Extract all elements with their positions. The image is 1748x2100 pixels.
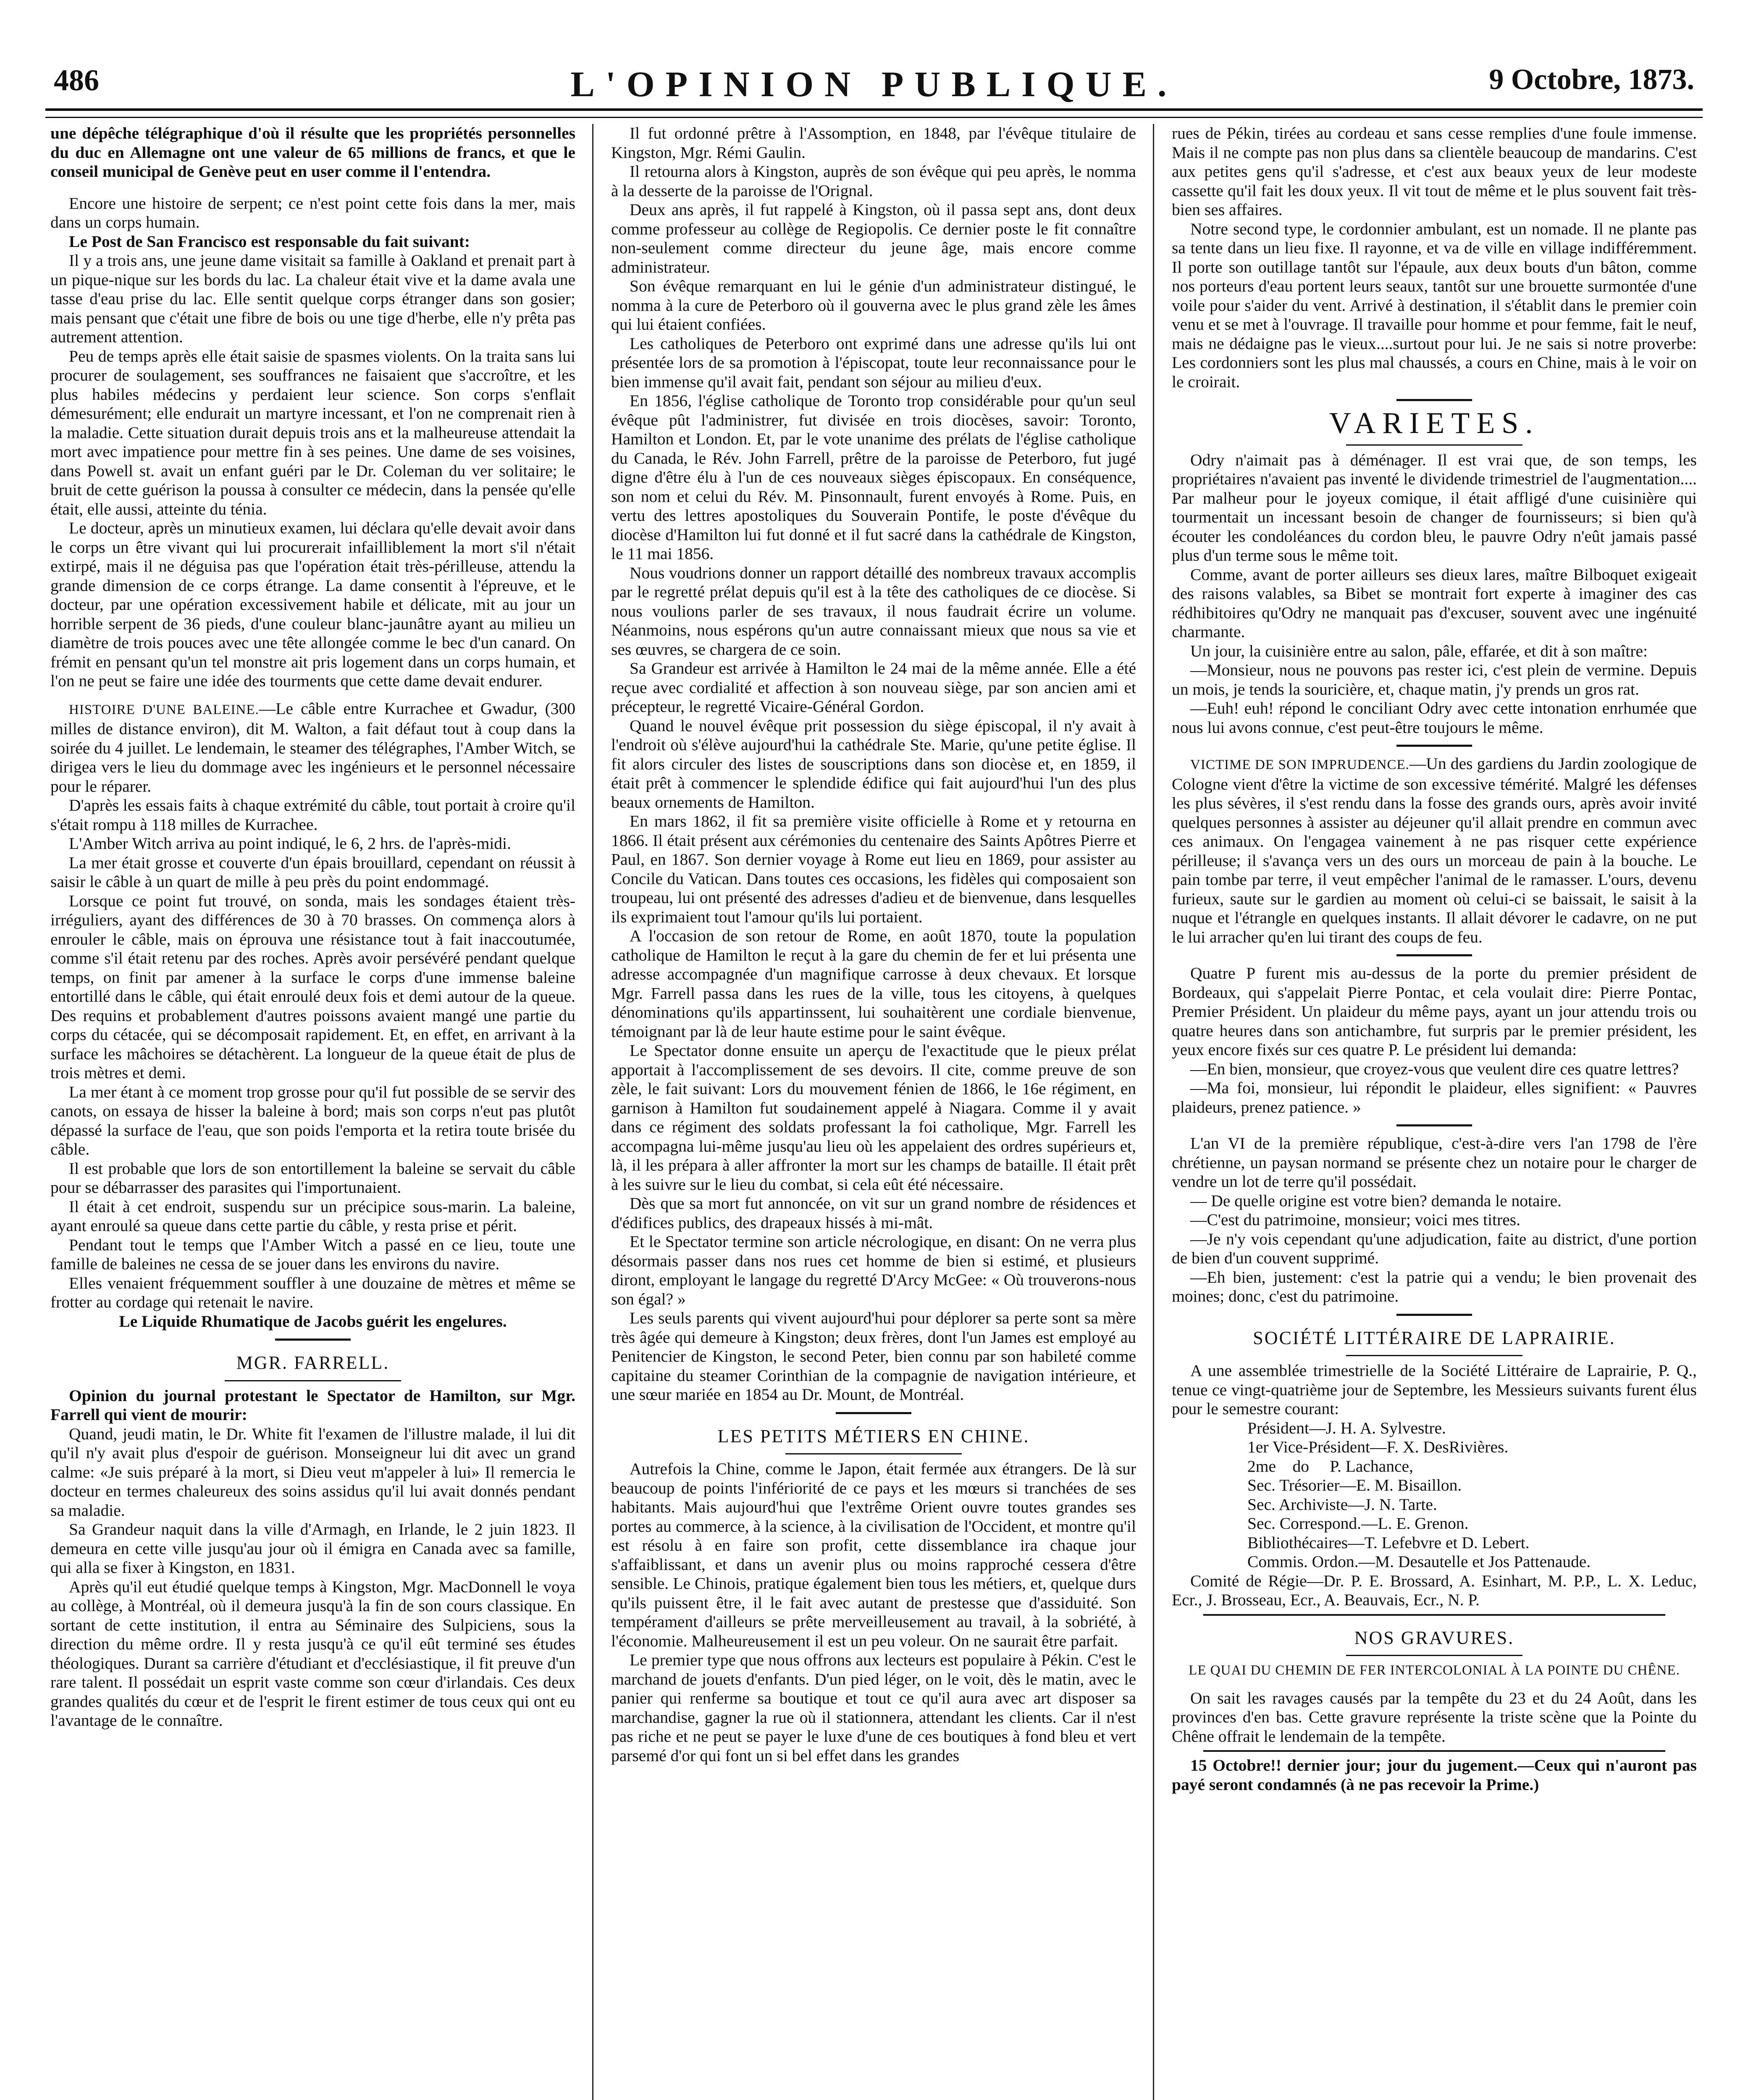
paragraph: Il y a trois ans, une jeune dame visitait sa famille à Oakland et prenait part à un pique-nique sur les bords du lac. La chaleur était vive et la dame avala une tasse d'eau prise du lac. Elle sentit quelque corps étranger dans son gosier; mais pensant que c'était une fibre de bois ou une tige d'herbe, elle n'y prêta pas autrement attention. xyxy=(50,251,575,346)
section-title-varietes xyxy=(1172,406,1697,440)
header-rule xyxy=(45,108,1703,118)
section-title-laprairie xyxy=(1172,1328,1697,1349)
paragraph: Notre second type, le cordonnier ambulant, est un nomade. Il ne plante pas sa tente dans un lieu fixe. Il rayonne, et va de ville en village indifféremment. Il porte son outillage tantôt sur l'épaule, aux deux bouts d'un bâton, comme nos porteurs d'eau portent leurs seaux, tantôt sur une brouette surmontée d'une voile pour s'aider du vent. Arrivé à destination, il s'établit dans le premier coin venu et se met à l'ouvrage. Il travaille pour homme et pour femme, fait le neuf, mais ne dédaigne pas le vieux....surtout pour lui. Je ne sais si notre proverbe: Les cordonniers sont les plus mal chaussés, a cours en Chine, mais à le voir on le croirait. xyxy=(1172,219,1697,391)
column-3 xyxy=(1172,124,1697,2100)
list-item: 2me do P. Lachance, xyxy=(1247,1457,1413,1475)
section-rule xyxy=(785,1453,962,1454)
paragraph: —Je n'y vois cependant qu'une adjudication, faite au district, d'une portion de bien d'un couvent supprimé. xyxy=(1172,1229,1697,1267)
paragraph: L'Amber Witch arriva au point indiqué, le 6, 2 hrs. de l'après-midi. xyxy=(69,834,511,853)
section-rule xyxy=(1203,1750,1665,1752)
paragraph: Lorsque ce point fut trouvé, on sonda, mais les sondages étaient très-irréguliers, ayant des différences de 30 à 70 brasses. On commença alors à enrouler le câble, mais on éprouva une résistance tout à fait inaccoutumée, comme s'il était retenu par des roches. Après avoir persévéré pendant quelque temps, on finit par amener à la surface le corps d'une immense baleine entortillé dans le câble, qui était enroulé deux fois et demi autour de la queue. Des requins et probablement d'autres poissons avaient mangé une partie du corps du cétacée, qui se décomposait rapidement. Et, en effet, en arrivant à la surface les mâchoires se détachèrent. La longueur de la queue était de plus de trois mètres et demi. xyxy=(50,891,575,1082)
paragraph: —Eh bien, justement: c'est la patrie qui a vendu; le bien provenait des moines; donc, c'est du patrimoine. xyxy=(1172,1268,1697,1305)
column-1 xyxy=(50,124,575,2100)
paragraph: Odry n'aimait pas à déménager. Il est vrai que, de son temps, les propriétaires n'avaient pas inventé le dividende trimestriel de l'augmentation.... Par malheur pour le joyeux comique, il était affligé d'une cuisinière qui tourmentait un incessant besoin de changer de fournisseurs; si bien qu'à écouter les condoléances du cordon bleu, le pauvre Odry n'eût jamais passé plus d'un terme sous le même toit. xyxy=(1172,450,1697,564)
column-divider xyxy=(1153,124,1154,2100)
list-item: Président—J. H. A. Sylvestre. xyxy=(1247,1418,1446,1437)
paragraph: 15 Octobre!! dernier jour; jour du jugement.—Ceux qui n'auront pas payé seront condamnés (à ne pas recevoir la Prime.) xyxy=(1172,1756,1697,1794)
section-title-text: SOCIÉTÉ LITTÉRAIRE DE LAPRAIRIE. xyxy=(1253,1327,1616,1348)
paragraph: A une assemblée trimestrielle de la Société Littéraire de Laprairie, P. Q., tenue ce vingt-quatrième jour de Septembre, les Messieurs suivants furent élus pour le semestre courant: xyxy=(1172,1361,1697,1418)
paragraph: —Euh! euh! répond le conciliant Odry avec cette intonation enrhumée que nous lui avons connue, c'est peut-être toujours le même. xyxy=(1172,699,1697,737)
paragraph: —Monsieur, nous ne pouvons pas rester ici, c'est plein de vermine. Depuis un mois, je tends la souricière, et, chaque matin, j'y prends un gros rat. xyxy=(1172,661,1697,698)
paragraph xyxy=(50,699,575,796)
paragraph: Encore une histoire de serpent; ce n'est point cette fois dans la mer, mais dans un corps humain. xyxy=(50,194,575,231)
section-title-metiers xyxy=(611,1427,1136,1447)
officers-list xyxy=(1172,1419,1697,1572)
section-rule xyxy=(1346,444,1522,446)
section-title-gravures xyxy=(1172,1628,1697,1648)
paragraph: La mer étant à ce moment trop grosse pour qu'il fut possible de se servir des canots, on essaya de hisser la baleine à bord; mais son corps n'eut pas plutôt dépassé la surface de l'eau, que son poids l'emporta et la retira toute brisée du câble. xyxy=(50,1082,575,1158)
section-title-text: MGR. FARRELL. xyxy=(236,1352,390,1373)
section-rule xyxy=(1396,399,1472,401)
paragraph: En 1856, l'église catholique de Toronto trop considérable pour qu'un seul évêque pût l'administrer, fut divisée en trois diocèses, savoir: Toronto, Hamilton et London. Et, par le vote unanime des prélats de l'église catholique du Canada, le Rév. John Farrell, prêtre de la paroisse de Peterboro, fut jugé digne d'être élu à l'un de ces nouveaux sièges épiscopaux. En conséquence, son nom et celui du Rév. M. Pinsonnault, furent envoyés à Rome. Puis, en vertu des lettres apostoliques du Souverain Pontife, le poste d'évêque du diocèse d'Hamilton lui fut donné et il fut sacré dans la cathédrale de Kingston, le 11 mai 1856. xyxy=(611,391,1136,563)
paragraph: Comité de Régie—Dr. P. E. Brossard, A. Esinhart, M. P.P., L. X. Leduc, Ecr., J. Brosseau, Ecr., A. Beauvais, Ecr., N. P. xyxy=(1172,1571,1697,1609)
section-rule xyxy=(1346,1355,1522,1356)
paragraph: Le docteur, après un minutieux examen, lui déclara qu'elle devait avoir dans le corps un être vivant qui lui procurerait infailliblement la mort s'il n'était extirpé, mais il ne déguisa pas que l'opération était très-périlleuse, attendu la grande dimension de ce corps étrange. La dame consentit à l'épreuve, et le docteur, par une opération excessivement habile et délicate, mit au jour un horrible serpent de 36 pieds, d'une couleur blanc-jaunâtre ayant au milieu un diamètre de trois pouces avec une tête allongée comme le bec d'un canard. On frémit en pensant qu'un tel monstre ait pris logement dans un corps humain, et l'on ne peut se faire une idée des tourments que cette dame devait endurer. xyxy=(50,519,575,690)
paragraph: En mars 1862, il fit sa première visite officielle à Rome et y retourna en 1866. Il était présent aux cérémonies du centenaire des Saints Apôtres Pierre et Paul, en 1867. Son dernier voyage à Rome eut lieu en 1869, pour assister au Concile du Vatican. Dans toutes ces occasions, les fidèles qui composaient son troupeau, lui ont présenté des adresses d'adieu et de bienvenue, dans lesquelles ils exprimaient tout l'amour qu'ils lui portaient. xyxy=(611,812,1136,926)
section-rule xyxy=(1396,1314,1472,1316)
issue-date: 9 Octobre, 1873. xyxy=(1489,63,1694,96)
paragraph: L'an VI de la première république, c'est-à-dire vers l'an 1798 de l'ère chrétienne, un paysan normand se présente chez un notaire pour le charger de vendre un lot de terre qu'il possédait. xyxy=(1172,1134,1697,1191)
paragraph: Sa Grandeur naquit dans la ville d'Armagh, en Irlande, le 2 juin 1823. Il demeura en cette ville jusqu'au jour où il émigra en Canada avec sa famille, qui alla se fixer à Kingston, en 1831. xyxy=(50,1520,575,1577)
paragraph: A l'occasion de son retour de Rome, en août 1870, toute la population catholique de Hamilton le reçut à la gare du chemin de fer et lui présenta une adresse accompagnée d'un magnifique carrosse à deux chevaux. Et lorsque Mgr. Farrell passa dans les rues de la ville, tous les citoyens, à quelques dénominations qu'ils appartinssent, lui souhaitèrent une cordiale bienvenue, témoignant par là de leur haute estime pour le saint évêque. xyxy=(611,927,1136,1041)
paragraph: Les catholiques de Peterboro ont exprimé dans une adresse qu'ils lui ont présentée lors de sa promotion à l'épiscopat, toute leur reconnaissance pour le bien immense qu'il avait fait, pendant son séjour au milieu d'eux. xyxy=(611,334,1136,391)
section-rule xyxy=(1346,1655,1522,1656)
paragraph: Pendant tout le temps que l'Amber Witch a passé en ce lieu, toute une famille de baleines ne cessa de se jouer dans les environs du navire. xyxy=(50,1235,575,1273)
paragraph: rues de Pékin, tirées au cordeau et sans cesse remplies d'une foule immense. Mais il ne compte pas non plus dans sa clientèle beaucoup de mandarins. C'est aux petites gens qu'il s'adresse, et c'est aux beaux yeux de leur modeste cassette qu'il fait les doux yeux. Il vit tout de même et le plus souvent fait très-bien ses affaires. xyxy=(1172,124,1697,219)
paragraph: Il est probable que lors de son entortillement la baleine se servait du câble pour se débarrasser des parasites qui l'importunaient. xyxy=(50,1159,575,1197)
list-item: Bibliothécaires—T. Lefebvre et D. Lebert. xyxy=(1247,1533,1530,1552)
section-rule xyxy=(1203,1614,1665,1616)
paragraph: Les seuls parents qui vivent aujourd'hui pour déplorer sa perte sont sa mère très âgée qui demeure à Kingston; deux frères, dont l'un James est employé au Penitencier de Kingston, le second Peter, bien connu par son habileté comme capitaine du steamer Corinthian de la compagnie de navigation intérieure, et une sœur mariée en 1854 au Dr. Mount, de Montréal. xyxy=(611,1309,1136,1404)
section-rule xyxy=(275,1339,351,1341)
paragraph: Le Spectator donne ensuite un aperçu de l'exactitude que le pieux prélat apportait à l'accomplissement de ses devoirs. Il cite, comme preuve de son zèle, le fait suivant: Lors du mouvement fénien de 1866, le 16e régiment, en garnison à Hamilton fut soudainement appelé à Niagara. Comme il y avait dans ce régiment des soldats professant la foi catholique, Mgr. Farrell les accompagna lui-même jusqu'au lieu où les appelaient des ordres supérieurs et, là, il les prépara à aller affronter la mort sur les champs de bataille. Il était prêt à les suivre sur le lieu du combat, si cela eût été nécessaire. xyxy=(611,1041,1136,1194)
paragraph: Autrefois la Chine, comme le Japon, était fermée aux étrangers. De là sur beaucoup de points l'infériorité de ce pays et les mœurs si tranchées de ses habitants. Mais aujourd'hui que l'extrême Orient ouvre toutes grandes ses portes au commerce, à la science, à la civilisation de l'Occident, et montre qu'il est résolu à en faire son profit, cette dissemblance ira chaque jour s'affaiblissant, et dans un avenir plus ou moins rapproché cessera d'être sensible. Le Chinois, pratique également bien tous les métiers, et, quelque durs qu'ils puissent être, il le fait avec autant de prestesse que d'assiduité. Son tempérament d'ailleurs se prête merveilleusement au travail, à la sobriété, à l'économie. Malheureusement il est un peu voleur. On ne saurait être parfait. xyxy=(611,1460,1136,1650)
paragraph: Dès que sa mort fut annoncée, on vit sur un grand nombre de résidences et d'édifices publics, des drapeaux hissés à mi-mât. xyxy=(611,1194,1136,1232)
section-title-text: LES PETITS MÉTIERS EN CHINE. xyxy=(717,1425,1030,1446)
paragraph: —Ma foi, monsieur, lui répondit le plaideur, elles signifient: « Pauvres plaideurs, prenez patience. » xyxy=(1172,1079,1697,1116)
paragraph: Le Post de San Francisco est responsable du fait suivant: xyxy=(69,232,470,251)
paragraph: D'après les essais faits à chaque extrémité du câble, tout portait à croire qu'il s'était rompu à 118 milles de Kurrachee. xyxy=(50,796,575,834)
paragraph: Deux ans après, il fut rappelé à Kingston, où il passa sept ans, dont deux comme professeur au collège de Regiopolis. Ce dernier poste le fit connaître non-seulement comme directeur du jeune âge, mais encore comme administrateur. xyxy=(611,200,1136,276)
paragraph: Elles venaient fréquemment souffler à une douzaine de mètres et même se frotter au cordage qui retenait le navire. xyxy=(50,1273,575,1311)
paragraph: —C'est du patrimoine, monsieur; voici mes titres. xyxy=(1190,1210,1521,1229)
advert-slogan: Le Liquide Rhumatique de Jacobs guérit les engelures. xyxy=(119,1312,507,1331)
paragraph: Et le Spectator termine son article nécrologique, en disant: On ne verra plus désormais passer dans nos rues cet homme de bien si estimé, et plusieurs diront, employant le langage du regretté D'Arcy McGee: « Où trouverons-nous son égal? » xyxy=(611,1232,1136,1308)
paragraph: Un jour, la cuisinière entre au salon, pâle, effarée, et dit à son maître: xyxy=(1190,641,1648,660)
paragraph: Après qu'il eut étudié quelque temps à Kingston, Mgr. MacDonnell le voya au collège, à Montréal, où il demeura jusqu'à la fin de son cours classique. En sortant de cette institution, il entra au Séminaire des Sulpiciens, sous la direction du même ordre. Il y resta jusqu'à ce qu'il eût terminé ses études théologiques. Durant sa carrière d'étudiant et d'ecclésiastique, il fit preuve d'un rare talent. Il possédait un esprit vaste comme son cœur d'irlandais. Ces deux grandes qualités du cœur et de l'esprit le firent estimer de tous ceux qui ont eu l'avantage de le connaître. xyxy=(50,1577,575,1730)
column-2 xyxy=(611,124,1136,2100)
paragraph: Il retourna alors à Kingston, auprès de son évêque qui peu après, le nomma à la desserte de la paroisse de l'Orignal. xyxy=(611,162,1136,200)
paragraph: une dépêche télégraphique d'où il résulte que les propriétés personnelles du duc en Allemagne ont une valeur de 65 millions de francs, et que le conseil municipal de Genève peut en user comme il l'entendra. xyxy=(50,124,575,181)
list-item: Commis. Ordon.—M. Desautelle et Jos Pattenaude. xyxy=(1247,1552,1591,1571)
paragraph: Il était à cet endroit, suspendu sur un précipice sous-marin. La baleine, ayant enroulé sa queue dans cette partie du câble, y resta prise et périt. xyxy=(50,1197,575,1235)
section-rule xyxy=(1396,745,1472,747)
paragraph: Quand, jeudi matin, le Dr. White fit l'examen de l'illustre malade, il lui dit qu'il n'y avait plus d'espoir de guérison. Monseigneur lui dit avec un grand calme: «Je suis préparé à la mort, si Dieu veut m'appeler à lui» Il remercia le docteur en termes chaleureux des soins assidus qu'il lui avait donnés pendant sa maladie. xyxy=(50,1424,575,1520)
paragraph xyxy=(1172,754,1697,947)
page-header xyxy=(45,59,1703,113)
list-item: Sec. Trésorier—E. M. Bisaillon. xyxy=(1247,1476,1462,1494)
paragraph: La mer était grosse et couverte d'un épais brouillard, cependant on réussit à saisir le câble à un quart de mille à peu près du point endommagé. xyxy=(50,853,575,891)
section-rule xyxy=(836,1412,911,1414)
paragraph: Opinion du journal protestant le Spectator de Hamilton, sur Mgr. Farrell qui vient de mourir: xyxy=(50,1386,575,1424)
paragraph: Sa Grandeur est arrivée à Hamilton le 24 mai de la même année. Elle a été reçue avec cordialité et affection à son nouveau siège, par son ancien ami et précepteur, le regretté Vicaire-Général Gordon. xyxy=(611,659,1136,716)
paragraph: Quand le nouvel évêque prit possession du siège épiscopal, il n'y avait à l'endroit où s'élève aujourd'hui la cathédrale Ste. Marie, qu'une petite église. Il fit alors circuler des listes de souscriptions dans son diocèse et, en 1859, il était prêt à commencer le splendide édifice qui fait aujourd'hui l'un des plus beaux ornements de Hamilton. xyxy=(611,716,1136,811)
paragraph-body: —Un des gardiens du Jardin zoologique de Cologne vient d'être la victime de son excessive témérité. Malgré les défenses les plus sévères, il s'est rendu dans la fosse des grands ours, après avoir invité quelques personnes à assister au déjeuner qu'il allait prendre en commun avec ces animaux. On l'engagea vainement à ne pas risquer cette expérience périlleuse; il s'avança vers un des ours un morceau de pain à la bouche. Le pain tombe par terre, il veut empêcher l'animal de le ramasser. L'ours, devenu furieux, saute sur le gardien au moment où celui-ci se baissait, le saisit à la nuque et l'étrangle en quelques instants. Il allait dévorer le cadavre, on ne put le lui arracher qu'en lui tirant des coups de feu. xyxy=(1172,754,1697,946)
section-title-farrell xyxy=(50,1353,575,1373)
page-number: 486 xyxy=(54,63,99,97)
list-item: Sec. Correspond.—L. E. Grenon. xyxy=(1247,1514,1469,1533)
paragraph: Quatre P furent mis au-dessus de la porte du premier président de Bordeaux, qui s'appelait Pierre Pontac, et cela voulait dire: Pierre Pontac, Premier Président. Un plaideur du même pays, ayant un jour attendu trois ou quatre heures dans son antichambre, fut surpris par le premier président, les yeux encore fixés sur ces quatre P. Le président lui demanda: xyxy=(1172,964,1697,1059)
paragraph: Comme, avant de porter ailleurs ses dieux lares, maître Bilboquet exigeait des raisons valables, sa Bibet se montrait fort experte à imaginer des cas rédhibitoires qu'Odry ne manquait pas d'excuser, souvent avec une ingénuité charmante. xyxy=(1172,565,1697,641)
section-title-text: NOS GRAVURES. xyxy=(1354,1627,1514,1648)
paragraph: Il fut ordonné prêtre à l'Assomption, en 1848, par l'évêque titulaire de Kingston, Mgr. Rémi Gaulin. xyxy=(611,124,1136,162)
paragraph: —En bien, monsieur, que croyez-vous que veulent dire ces quatre lettres? xyxy=(1190,1059,1679,1078)
paragraph-lead: VICTIME DE SON IMPRUDENCE. xyxy=(1190,757,1409,772)
paragraph-body: —Le câble entre Kurrachee et Gwadur, (300 milles de distance environ), dit M. Walton, a fait défaut tout à coup dans la soirée du 4 juillet. Le lendemain, le steamer des télégraphes, l'Amber Witch, se dirigea vers le lieu du dommage avec les ingénieurs et le personnel nécessaire pour le réparer. xyxy=(50,699,575,795)
list-item: Sec. Archiviste—J. N. Tarte. xyxy=(1247,1495,1437,1514)
list-item: 1er Vice-Président—F. X. DesRivières. xyxy=(1247,1438,1509,1456)
section-rule xyxy=(1396,954,1472,956)
section-rule xyxy=(225,1380,401,1381)
paragraph: On sait les ravages causés par la tempête du 23 et du 24 Août, dans les provinces d'en bas. Cette gravure représente la triste scène que la Pointe du Chêne offrait le lendemain de la tempête. xyxy=(1172,1688,1697,1746)
paragraph: Peu de temps après elle était saisie de spasmes violents. On la traita sans lui procurer de soulagement, ses souffrances ne faisaient que s'accroître, et les plus habiles médecins y perdaient leur science. Son corps s'enflait démesurément; elle endurait un martyre incessant, et l'on ne comprenait rien à la maladie. Cette situation durait depuis trois ans et la malheureuse attendait la mort avec impatience pour mettre fin à ses peines. Une dame de ses voisines, dans Powell st. avait un enfant guéri par le Dr. Coleman du ver solitaire; le bruit de cette guérison la poussa à consulter ce médecin, dans la pensée qu'elle était, elle aussi, atteinte du ténia. xyxy=(50,346,575,518)
section-rule xyxy=(1396,1124,1472,1126)
paragraph: Son évêque remarquant en lui le génie d'un administrateur distingué, le nomma à la cure de Peterboro où il gouverna avec le plus grand zèle les âmes qui lui étaient confiées. xyxy=(611,277,1136,333)
paragraph: Le premier type que nous offrons aux lecteurs est populaire à Pékin. C'est le marchand de jouets d'enfants. D'un pied léger, on le voit, dès le matin, avec le panier qui renferme sa boutique et tout ce qu'il aura avec art disposer sa marchandise, gagner la rue où il stationnera, attendant les clients. Car il n'est pas riche et ne peut se payer le luxe d'une de ces boutiques à fond bleu et vert parsemé d'or qui font un si bel effet dans les grandes xyxy=(611,1651,1136,1765)
paragraph: — De quelle origine est votre bien? demanda le notaire. xyxy=(1190,1191,1562,1210)
paragraph: Nous voudrions donner un rapport détaillé des nombreux travaux accomplis par le regretté prélat depuis qu'il est à la tête des catholiques de ce diocèse. Si nous voulions parler de ses travaux, il nous faudrait écrire un volume. Néanmoins, nous espérons qu'un autre connaissant mieux que nous sa vie et ses œuvres, se chargera de ce soin. xyxy=(611,563,1136,659)
section-title-text: VARIETES. xyxy=(1329,406,1540,440)
paragraph-lead: HISTOIRE D'UNE BALEINE. xyxy=(69,702,259,717)
gravure-caption: LE QUAI DU CHEMIN DE FER INTERCOLONIAL À LA POINTE DU CHÊNE. xyxy=(1189,1663,1680,1678)
masthead-title: L'OPINION PUBLIQUE. xyxy=(570,64,1178,104)
column-divider xyxy=(592,124,593,2100)
